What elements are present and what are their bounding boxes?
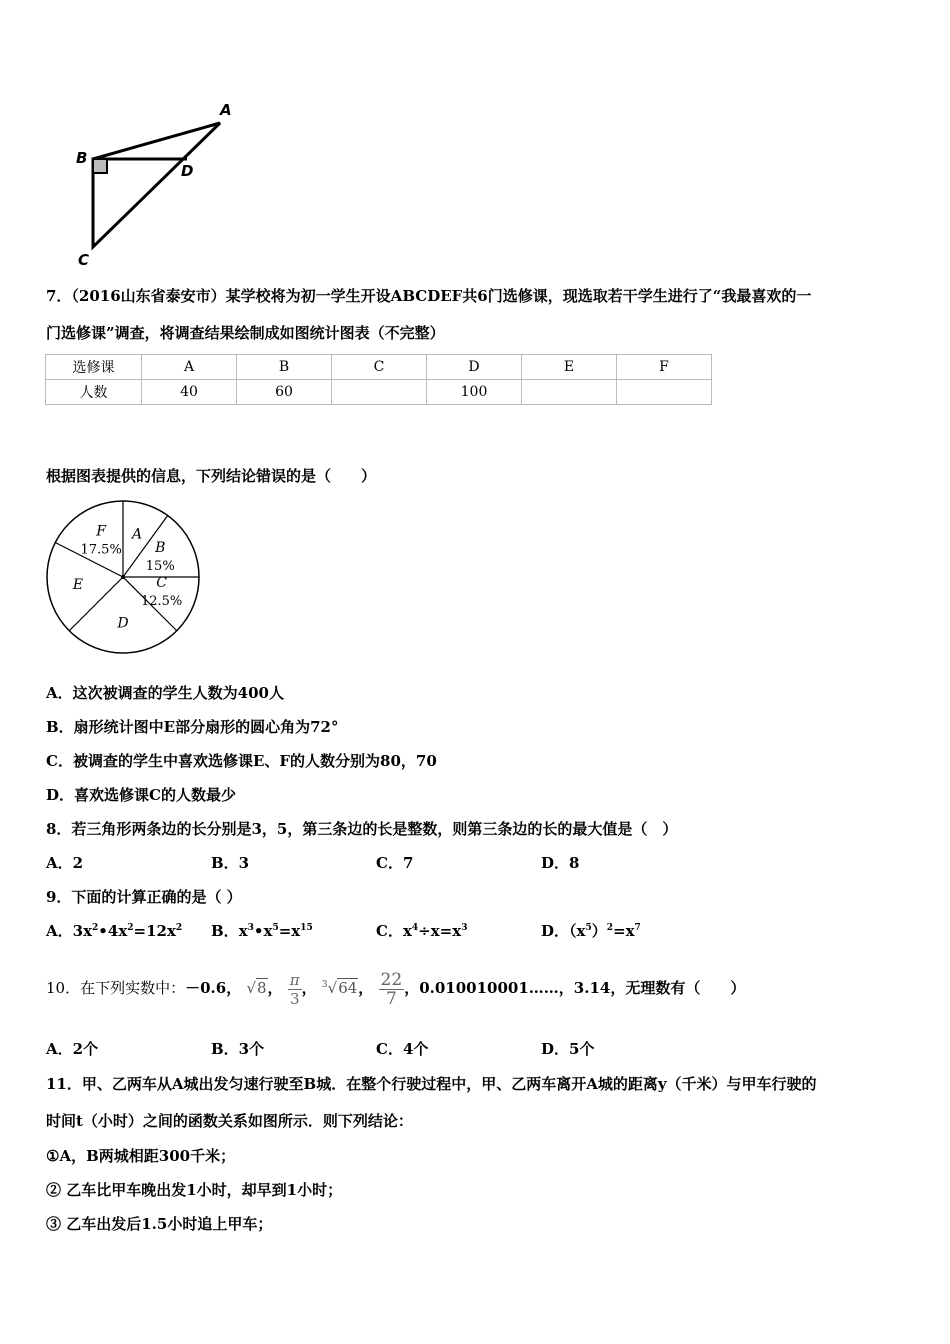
q11-stem-line2: 时间t（小时）之间的函数关系如图所示．则下列结论： (46, 1112, 413, 1130)
q10-option-c: C．4个 (376, 1040, 429, 1058)
q10-option-d: D．5个 (541, 1040, 595, 1058)
label-C: C (78, 251, 90, 269)
table-cell: E (522, 355, 617, 380)
q11-statement-3: ③ 乙车出发后1.5小时追上甲车； (46, 1215, 273, 1233)
q8-option-c: C．7 (376, 854, 414, 872)
q7-option-a: A．这次被调查的学生人数为400人 (46, 684, 284, 702)
pie-label-a: A (132, 526, 143, 543)
table-cell (522, 380, 617, 405)
q9-option-c: C．$x^4\div x=x^3$ (376, 922, 468, 940)
table-header-row (46, 355, 712, 380)
pie-label-e: E (72, 577, 84, 594)
right-angle-mark (93, 159, 107, 173)
pie-pct-f: 17.5% (80, 542, 122, 558)
triangle-lines (93, 123, 220, 247)
q9-stem: 9．下面的计算正确的是（ ） (46, 888, 242, 906)
pie-label-d: D (117, 615, 129, 632)
pie-label-c: C (156, 574, 167, 591)
q10-option-a: A．2个 (46, 1040, 99, 1058)
pie-chart (40, 495, 210, 665)
sqrt8-expr: √8 (246, 979, 267, 997)
q7-option-b: B．扇形统计图中E部分扇形的圆心角为72° (46, 718, 339, 736)
q7-stem-line1: 7．（2016山东省泰安市）某学校将为初一学生开设ABCDEF共6门选修课，现选取若干学生进行了“我最喜欢的一 (46, 287, 812, 305)
q8-option-b: B．3 (211, 854, 250, 872)
pie-pct-c: 12.5% (140, 593, 183, 609)
label-B: B (76, 149, 88, 167)
q8-option-a: A．2 (46, 854, 84, 872)
q10-rest: ，0.010010001……，3.14，无理数有（ ） (404, 979, 746, 997)
q10-option-b: B．3个 (211, 1040, 265, 1058)
table-cell: 人数 (46, 380, 142, 405)
q11-stem-line1: 11．甲、乙两车从A城出发匀速行驶至B城．在整个行驶过程中，甲、乙两车离开A城的距离y（千米）与甲车行驶的 (46, 1075, 817, 1093)
table-cell: 选修课 (46, 355, 142, 380)
cbrt64-expr: $^3$√64 (321, 979, 358, 997)
pi-over-3: $\frac{\pi}{3}$ (289, 970, 300, 1008)
pie-label-f: F (96, 523, 107, 540)
q7-option-d: D．喜欢选修课C的人数最少 (46, 786, 236, 804)
table-cell: 60 (237, 380, 332, 405)
pie-label-b: B (155, 540, 166, 557)
table-cell (332, 380, 427, 405)
triangle-figure (70, 95, 250, 270)
q9-option-d: D．$(x^5)^2=x^7$ (541, 922, 641, 940)
survey-table (45, 354, 712, 405)
q11-statement-2: ② 乙车比甲车晚出发1小时，却早到1小时； (46, 1181, 343, 1199)
pie-pct-b: 15% (145, 559, 175, 575)
table-cell: F (617, 355, 712, 380)
q8-option-d: D．8 (541, 854, 580, 872)
table-cell: C (332, 355, 427, 380)
q7-prompt: 根据图表提供的信息，下列结论错误的是（ ） (46, 467, 377, 485)
q10-prefix: 10．在下列实数中： (46, 979, 186, 997)
q8-stem: 8．若三角形两条边的长分别是3，5，第三条边的长是整数，则第三条边的长的最大值是（ ） (46, 820, 678, 838)
pie-center (121, 575, 125, 579)
q9-option-b: B．$x^3•x^5=x^{15}$ (211, 922, 313, 940)
q10-n1: －0.6， (185, 979, 242, 997)
22-over-7: $\frac{22}{7}$ (380, 969, 403, 1009)
table-cell: 40 (142, 380, 237, 405)
q7-option-c: C．被调查的学生中喜欢选修课E、F的人数分别为80，70 (46, 752, 437, 770)
q11-statement-1: ①A，B两城相距300千米； (46, 1147, 236, 1165)
q9-option-a: A．$3x^2•4x^2=12x^2$ (46, 922, 183, 940)
table-cell: 100 (427, 380, 522, 405)
table-cell: D (427, 355, 522, 380)
table-data-row (46, 380, 712, 405)
table-cell: B (237, 355, 332, 380)
label-A: A (220, 101, 232, 119)
table-cell: A (142, 355, 237, 380)
q10-stem: 10．在下列实数中：－0.6， √8， $\frac{\pi}{3}$ ， $^3$√64， $\frac{22}{7}$ ，0.010010001……，3.14，无理数有（ ） (46, 969, 746, 1009)
label-D: D (181, 162, 194, 180)
table-cell (617, 380, 712, 405)
q7-stem-line2: 门选修课”调查，将调查结果绘制成如图统计图表（不完整） (46, 324, 445, 342)
